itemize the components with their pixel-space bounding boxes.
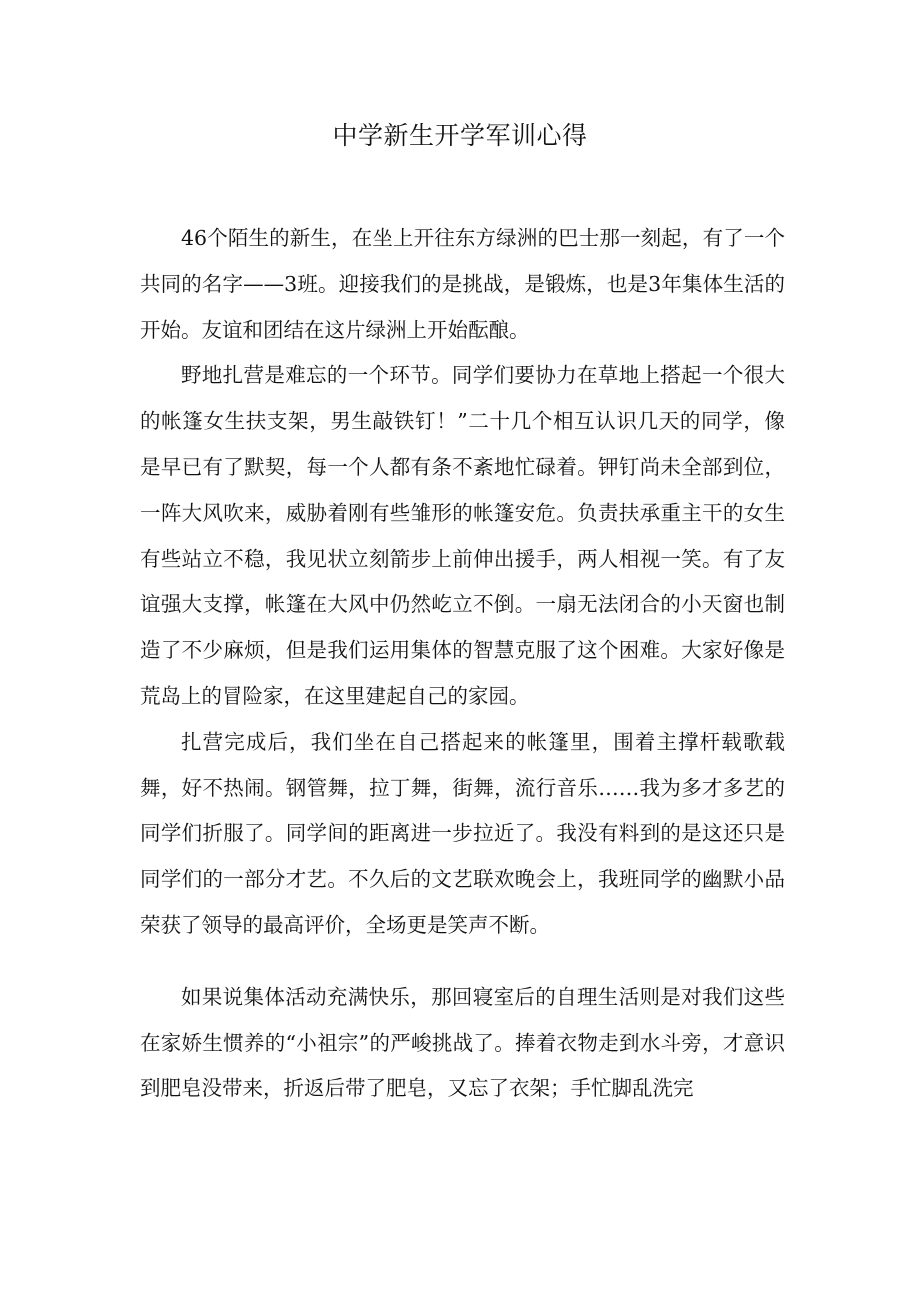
document-body [140,216,785,1112]
paragraph-4: 如果说集体活动充满快乐，那回寝室后的自理生活则是对我们这些在家娇生惯养的“小祖宗”的严峻挑战了。捧着衣物走到水斗旁，才意识到肥皂没带来，折返后带了肥皂，又忘了衣架；手忙脚乱洗完 [140,984,785,1101]
paragraph-3: 扎营完成后，我们坐在自己搭起来的帐篷里，围着主撑杆载歌载舞，好不热闹。钢管舞，拉丁舞，街舞，流行音乐……我为多才多艺的同学们折服了。同学间的距离进一步拉近了。我没有料到的是这还只是同学们的一部分才艺。不久后的文艺联欢晚会上，我班同学的幽默小品荣获了领导的最高评价，全场更是笑声不断。 [140,729,785,937]
paragraph-2: 野地扎营是难忘的一个环节。同学们要协力在草地上搭起一个很大的帐篷女生扶支架，男生敲铁钉！”二十几个相互认识几天的同学，像是早已有了默契，每一个人都有条不紊地忙碌着。钾钉尚未全部到位，一阵大风吹来，威胁着刚有些雏形的帐篷安危。负责扶承重主干的女生有些站立不稳，我见状立刻箭步上前伸出援手，两人相视一笑。有了友谊强大支撑，帐篷在大风中仍然屹立不倒。一扇无法闭合的小天窗也制造了不少麻烦，但是我们运用集体的智慧克服了这个困难。大家好像是荒岛上的冒险家，在这里建起自己的家园。 [140,363,785,708]
paragraph-1: 46个陌生的新生，在坐上开往东方绿洲的巴士那一刻起，有了一个共同的名字——3班。迎接我们的是挑战，是锻炼，也是3年集体生活的开始。友谊和团结在这片绿洲上开始酝酿。 [140,226,785,342]
document-title: 中学新生开学军训心得 [332,121,588,150]
